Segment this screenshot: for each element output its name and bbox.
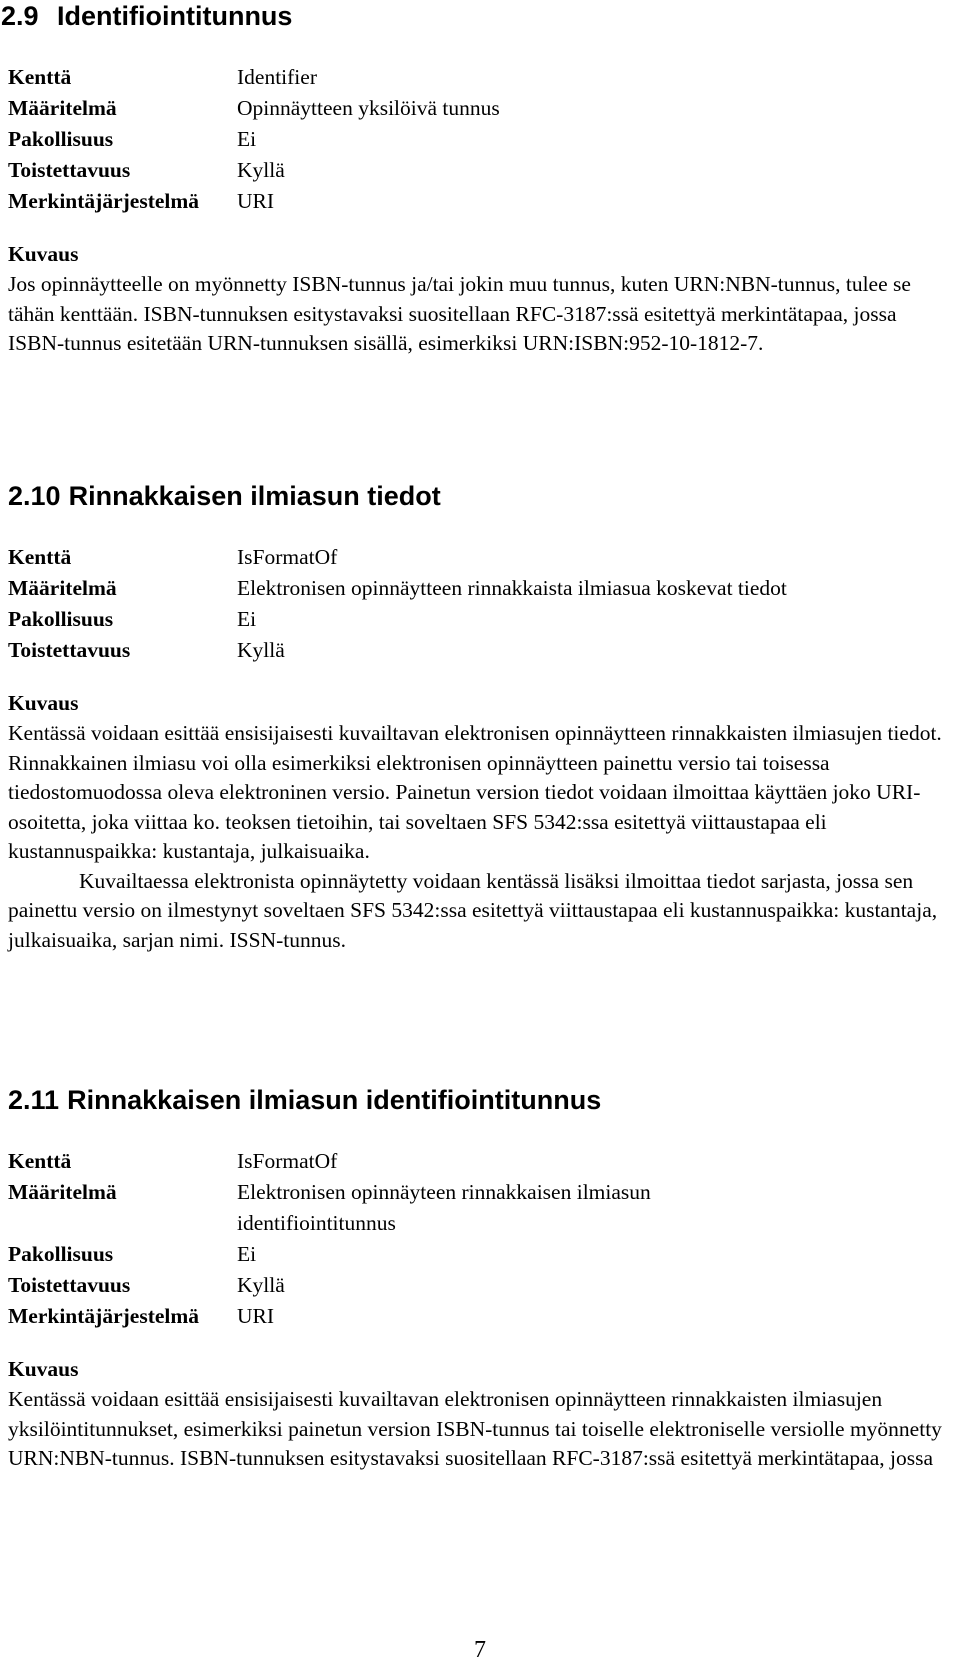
section-heading — [8, 480, 948, 512]
field-row — [8, 635, 948, 666]
field-table — [8, 62, 948, 217]
field-label: Määritelmä — [8, 96, 117, 120]
field-value: Identifier — [237, 65, 317, 89]
field-label: Merkintäjärjestelmä — [8, 189, 200, 213]
field-value: Ei — [237, 1242, 257, 1266]
description-paragraph: Kuvailtaessa elektronista opinnäytetty voidaan kentässä lisäksi ilmoittaa tiedot sarjasta, jossa sen painettu versio on ilmestynyt soveltaen SFS 5342:ssa esitettyä viittaustapaa eli kustannuspaikka: kustantaja, julkaisuaika, sarjan nimi. ISSN-tunnus. — [8, 868, 938, 952]
section-2-10 — [8, 480, 948, 955]
field-value: URI — [237, 1304, 275, 1328]
field-row — [8, 1239, 948, 1270]
field-label: Pakollisuus — [8, 127, 114, 151]
field-row — [8, 155, 948, 186]
description-heading: Kuvaus — [8, 242, 79, 266]
field-table — [8, 542, 948, 666]
description-paragraph: Kentässä voidaan esittää ensisijaisesti kuvailtavan elektronisen opinnäytteen rinnakkaisten ilmiasujen tiedot. Rinnakkainen ilmiasu voi olla esimerkiksi elektronisen opinnäytteen painettu versio tai toisessa tiedostomuodossa oleva elektroninen versio. Painetun version tiedot voidaan ilmoittaa käyttäen joko URI-osoitetta, joka viittaa ko. teoksen tietoihin, tai soveltaen SFS 5342:ssa esitettyä viittaustapaa eli kustannuspaikka: kustantaja, julkaisuaika. — [8, 721, 942, 863]
section-number: 2.10 — [8, 481, 61, 511]
section-title: Rinnakkaisen ilmiasun identifiointitunnus — [67, 1085, 602, 1115]
field-value: Kyllä — [237, 638, 285, 662]
section-title: Identifiointitunnus — [57, 1, 293, 31]
description-heading: Kuvaus — [8, 1357, 79, 1381]
field-value: Kyllä — [237, 1273, 285, 1297]
field-value: Ei — [237, 607, 257, 631]
description-body — [8, 719, 948, 955]
field-label: Toistettavuus — [8, 638, 131, 662]
description-body — [8, 1385, 948, 1474]
section-heading — [8, 1084, 948, 1116]
field-row — [8, 604, 948, 635]
field-value: Elektronisen opinnäytteen rinnakkaista ilmiasua koskevat tiedot — [237, 576, 787, 600]
field-value: IsFormatOf — [237, 545, 338, 569]
field-label: Pakollisuus — [8, 1242, 114, 1266]
field-row — [8, 1301, 948, 1332]
field-label: Toistettavuus — [8, 1273, 131, 1297]
section-2-11 — [8, 1084, 948, 1474]
section-2-9 — [1, 0, 948, 359]
field-value: IsFormatOf — [237, 1149, 338, 1173]
field-row — [8, 1177, 948, 1239]
description-body — [8, 270, 948, 359]
field-label: Määritelmä — [8, 576, 117, 600]
field-label: Pakollisuus — [8, 607, 114, 631]
description-paragraph: Jos opinnäytteelle on myönnetty ISBN-tunnus ja/tai jokin muu tunnus, kuten URN:NBN-tunnus, tulee se tähän kenttään. ISBN-tunnuksen esitystavaksi suositellaan RFC-3187:ssä esitettyä merkintätapaa, jossa ISBN-tunnus esitetään URN-tunnuksen sisällä, esimerkiksi URN:ISBN:952-10-1812-7. — [8, 272, 911, 355]
field-row — [8, 1146, 948, 1177]
field-row — [8, 93, 948, 124]
field-value: Elektronisen opinnäyteen rinnakkaisen ilmiasun identifiointitunnus — [237, 1180, 651, 1235]
description-heading: Kuvaus — [8, 691, 79, 715]
field-value: Opinnäytteen yksilöivä tunnus — [237, 96, 500, 120]
section-number: 2.11 — [8, 1085, 60, 1115]
field-label: Toistettavuus — [8, 158, 131, 182]
field-label: Määritelmä — [8, 1180, 117, 1204]
description-paragraph: Kentässä voidaan esittää ensisijaisesti kuvailtavan elektronisen opinnäytteen rinnakkaisten ilmiasujen yksilöintitunnukset, esimerkiksi painetun version ISBN-tunnus tai toiselle elektroniselle versiolle myönnetty URN:NBN-tunnus. ISBN-tunnuksen esitystavaksi suositellaan RFC-3187:ssä esitettyä merkintätapaa, jossa — [8, 1387, 942, 1470]
field-value: URI — [237, 189, 275, 213]
field-row — [8, 1270, 948, 1301]
field-table — [8, 1146, 948, 1332]
field-value: Kyllä — [237, 158, 285, 182]
field-row — [8, 542, 948, 573]
field-label: Kenttä — [8, 545, 72, 569]
section-heading — [1, 0, 941, 32]
field-label: Kenttä — [8, 65, 72, 89]
field-value: Ei — [237, 127, 257, 151]
page-number: 7 — [474, 1637, 486, 1663]
field-row — [8, 124, 948, 155]
field-row — [8, 573, 948, 604]
field-label: Kenttä — [8, 1149, 72, 1173]
field-label: Merkintäjärjestelmä — [8, 1304, 200, 1328]
section-number: 2.9 — [1, 1, 39, 31]
field-row — [8, 186, 948, 217]
section-title: Rinnakkaisen ilmiasun tiedot — [68, 481, 441, 511]
field-row — [8, 62, 948, 93]
